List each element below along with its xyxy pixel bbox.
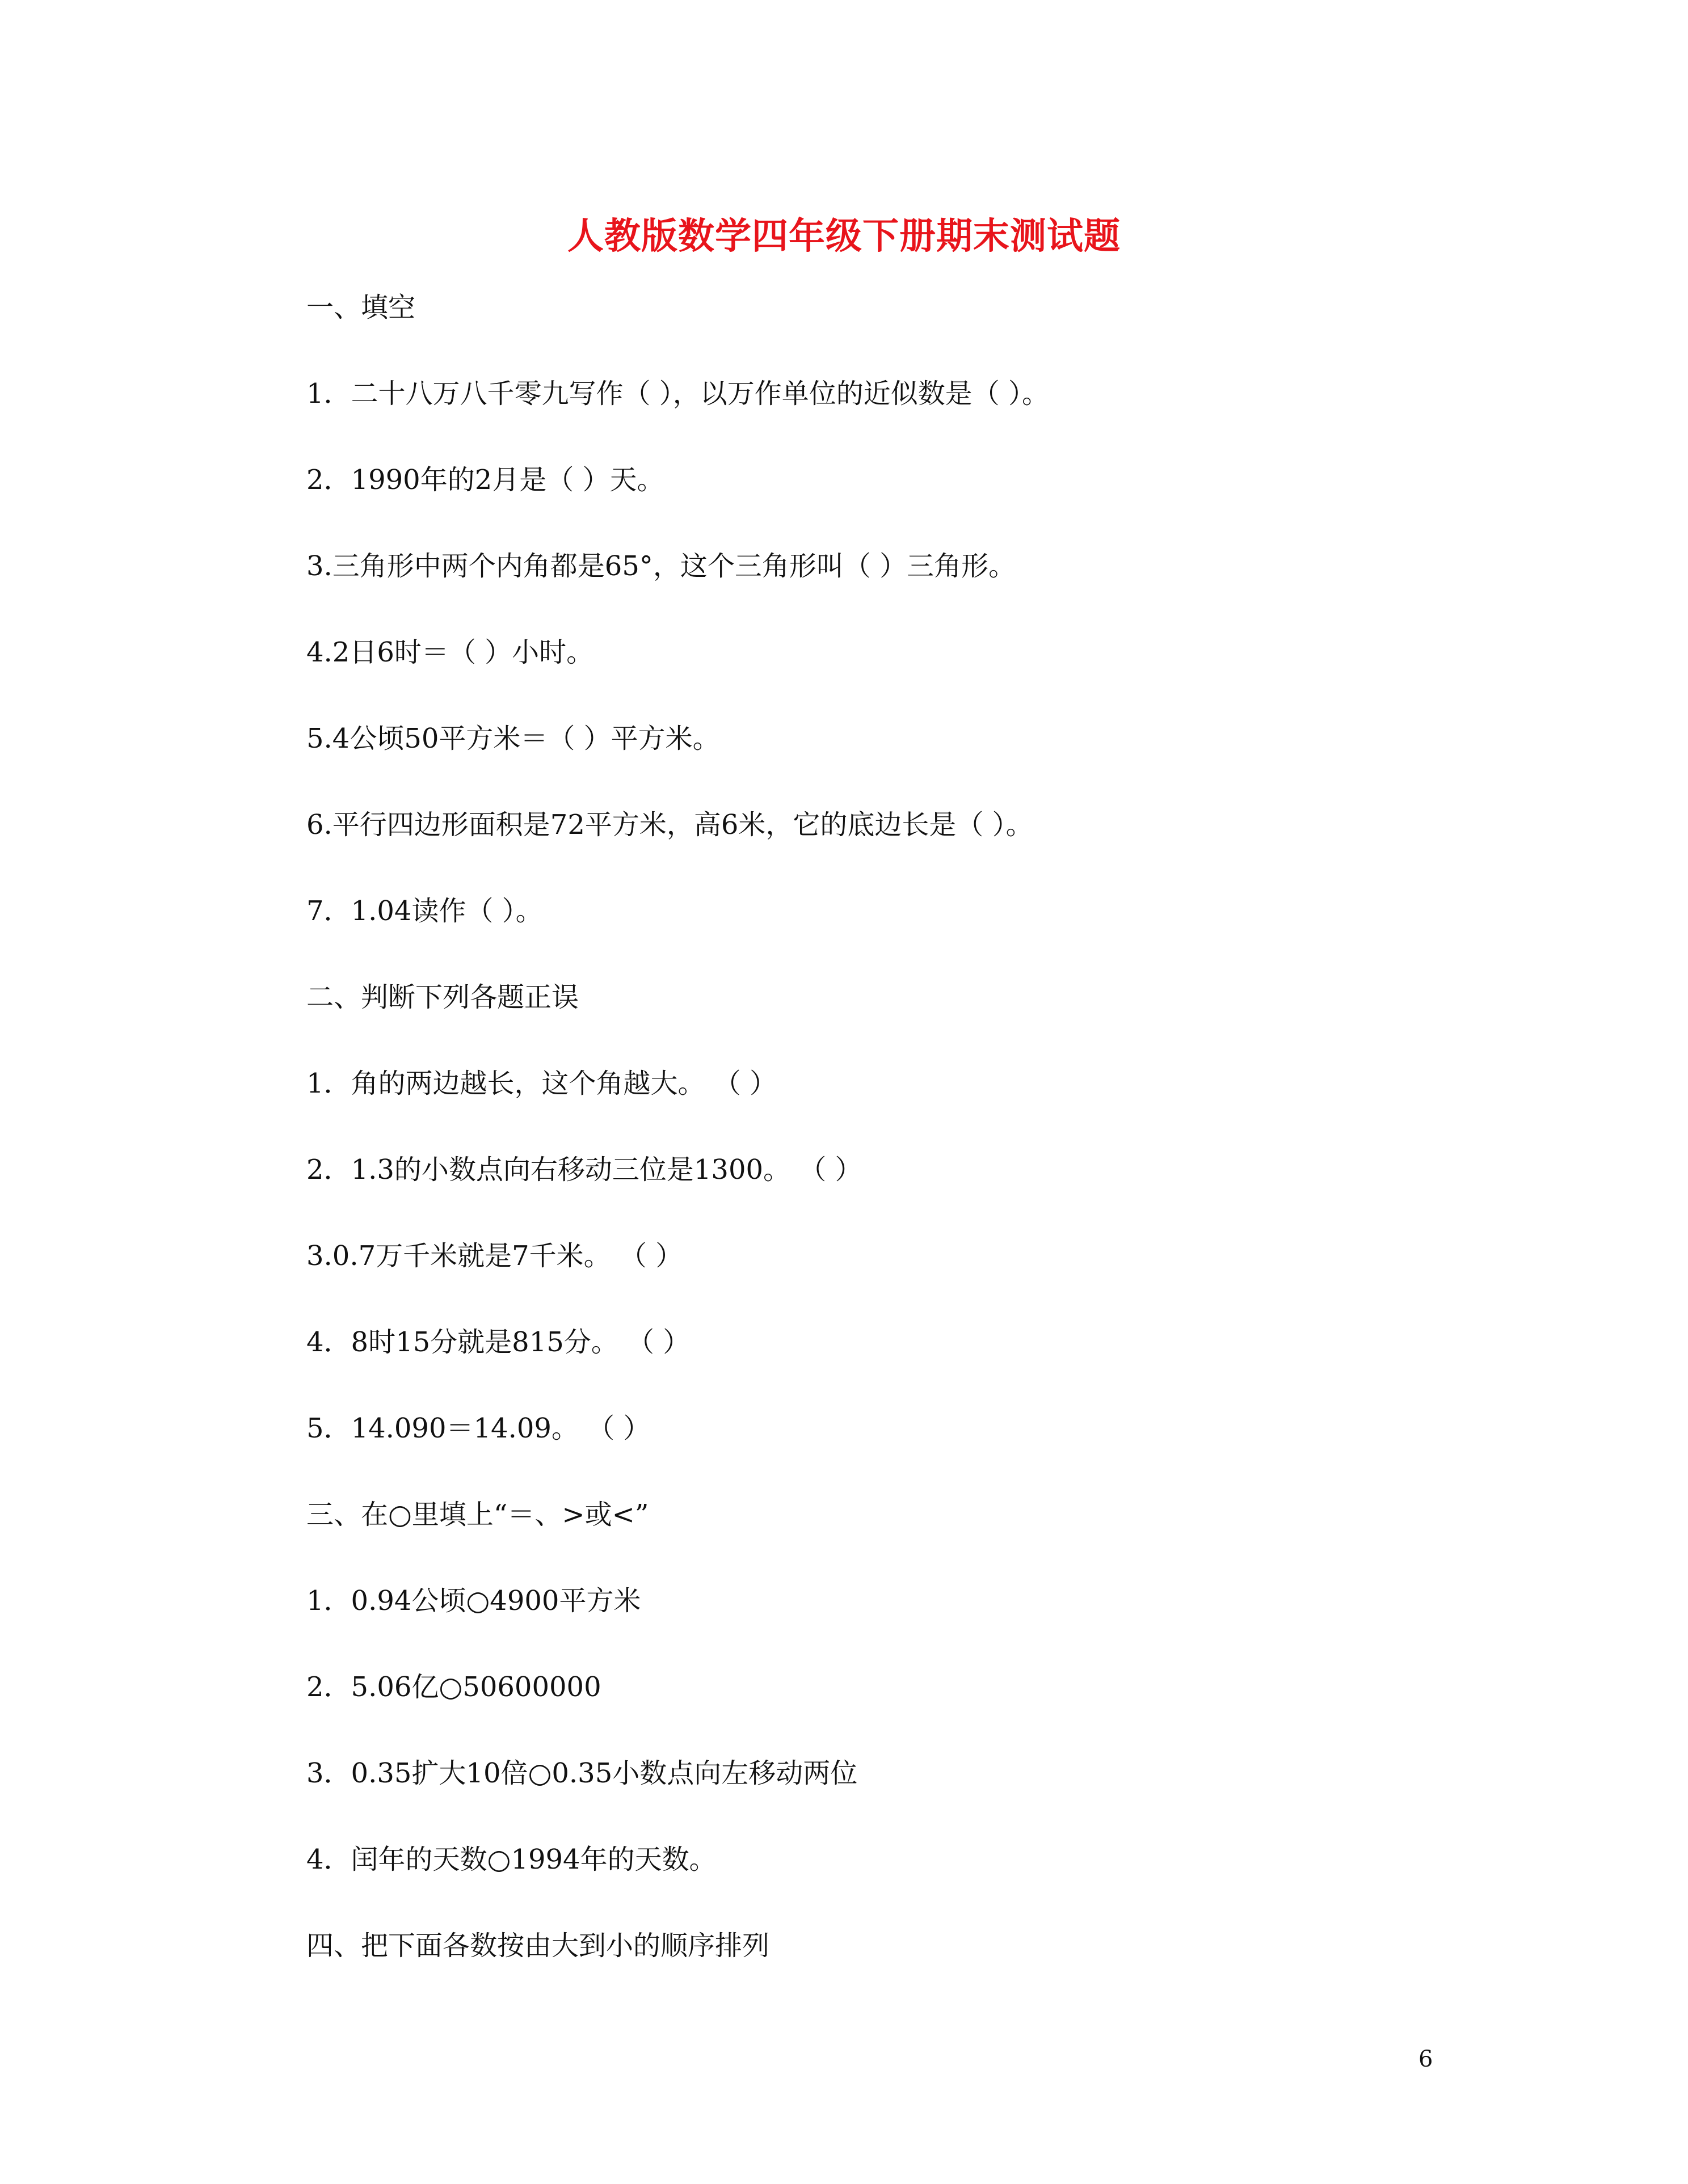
section-1-heading: 一、填空 [306, 292, 416, 323]
fill-blank-item-5: 5.4公顷50平方米＝（ ）平方米。 [306, 723, 720, 754]
fill-blank-item-3: 3.三角形中两个内角都是65°，这个三角形叫（ ）三角形。 [306, 550, 1016, 582]
compare-item-4: 4．闰年的天数○1994年的天数。 [306, 1844, 717, 1875]
judge-item-3: 3.0.7万千米就是7千米。 （ ） [306, 1240, 683, 1272]
fill-blank-item-1: 1．二十八万八千零九写作（ ），以万作单位的近似数是（ ）。 [306, 378, 1050, 410]
section-3-heading: 三、在○里填上“＝、>或<” [306, 1499, 649, 1531]
page-title: 人教版数学四年级下册期末测试题 [567, 215, 1121, 258]
section-2-heading: 二、判断下列各题正误 [306, 981, 579, 1013]
fill-blank-item-7: 7．1.04读作（ ）。 [306, 895, 543, 927]
compare-item-2: 2．5.06亿○50600000 [306, 1671, 601, 1703]
compare-item-1: 1．0.94公顷○4900平方米 [306, 1585, 641, 1617]
page-number: 6 [1418, 2046, 1433, 2072]
judge-item-5: 5．14.090＝14.09。 （ ） [306, 1413, 651, 1444]
section-4-heading: 四、把下面各数按由大到小的顺序排列 [306, 1930, 770, 1962]
judge-item-1: 1．角的两边越长，这个角越大。 （ ） [306, 1068, 777, 1099]
fill-blank-item-2: 2．1990年的2月是（ ）天。 [306, 464, 664, 496]
compare-item-3: 3．0.35扩大10倍○0.35小数点向左移动两位 [306, 1757, 858, 1789]
fill-blank-item-6: 6.平行四边形面积是72平方米，高6米，它的底边长是（ ）。 [306, 809, 1033, 841]
judge-item-2: 2．1.3的小数点向右移动三位是1300。 （ ） [306, 1154, 862, 1186]
judge-item-4: 4．8时15分就是815分。 （ ） [306, 1326, 691, 1358]
fill-blank-item-4: 4.2日6时＝（ ）小时。 [306, 636, 594, 668]
